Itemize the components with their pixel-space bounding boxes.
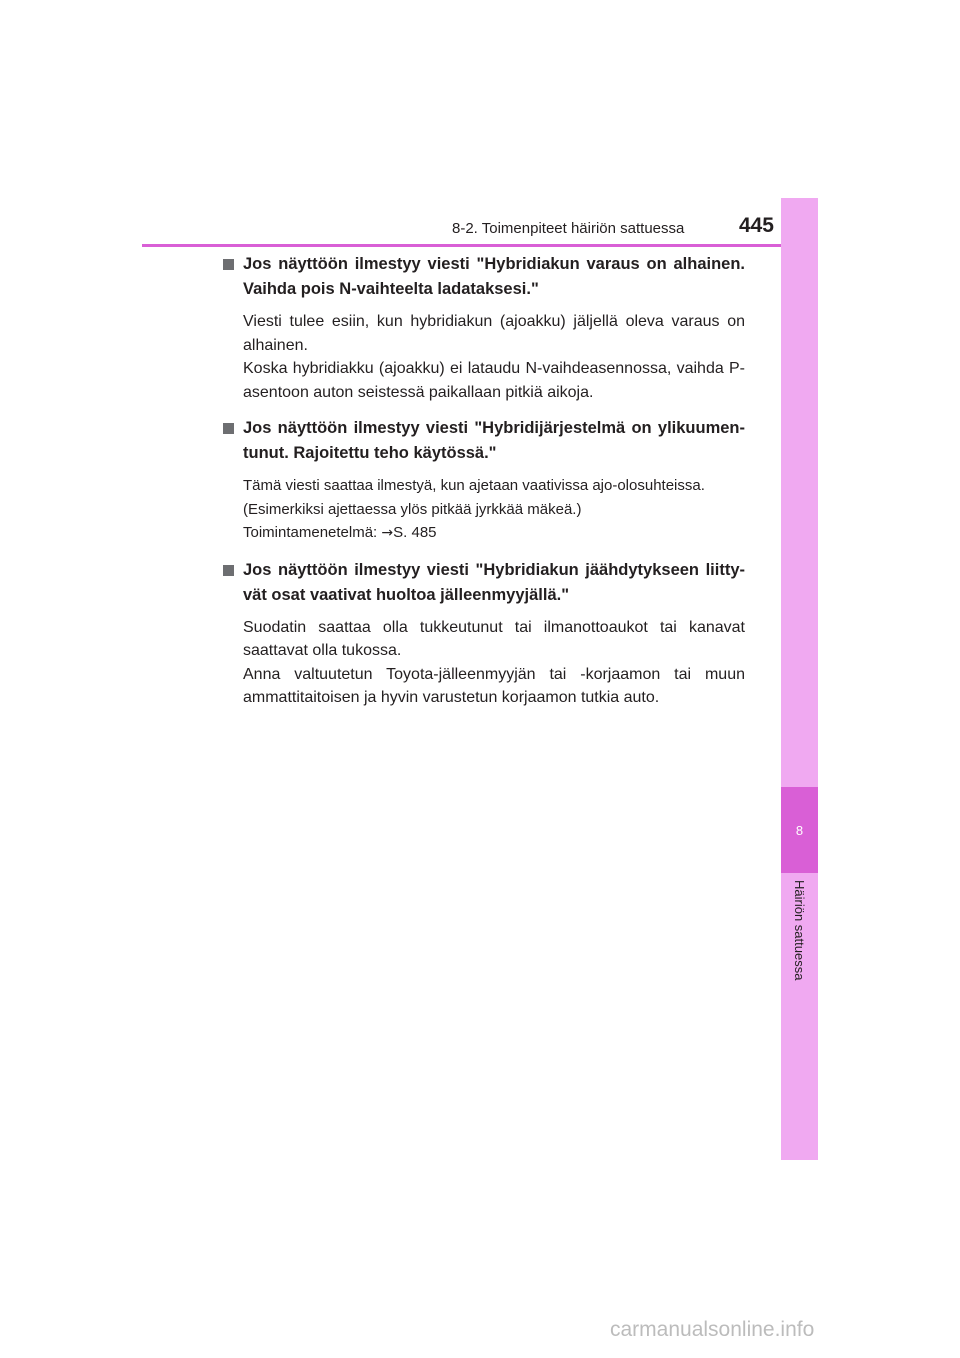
body-line: Tämä viesti saattaa ilmestyä, kun ajetaan vaativissa ajo-olosuhteissa. [243,477,705,494]
section-heading [223,558,745,608]
section-heading-text: Jos näyttöön ilmestyy viesti "Hybridiakun varaus on alhainen. Vaihda pois N-vaihteelta ladataksesi." [243,255,745,298]
square-bullet-icon [223,423,234,434]
section-heading-text: Jos näyttöön ilmestyy viesti "Hybridiakun jäähdytykseen liitty-vät osat vaativat huoltoa jälleenmyyjällä." [243,560,745,604]
message-section-1 [223,252,745,404]
section-heading [223,416,745,466]
body-line: Koska hybridiakku (ajoakku) ei lataudu N-vaihdeasennossa, vaihda P-asentoon auton seistessä paikallaan pitkiä aikoja. [243,360,745,401]
chapter-side-tab [781,198,818,1160]
message-section-3 [223,558,745,710]
watermark: carmanualsonline.info [610,1318,815,1341]
chapter-number: 8 [781,787,818,873]
message-section-2 [223,416,745,546]
chapter-title [781,880,818,1000]
page-number: 445 [738,214,774,237]
right-arrow-icon: → [381,525,394,541]
section-body [223,616,745,710]
page-content [223,252,745,722]
body-line: Viesti tulee esiin, kun hybridiakun (ajoakku) jäljellä oleva varaus on alhainen. [243,313,745,354]
section-heading [223,252,745,302]
body-line: (Esimerkiksi ajettaessa ylös pitkää jyrkkää mäkeä.) [243,500,582,518]
section-body [223,310,745,404]
body-line: Anna valtuutetun Toyota-jälleenmyyjän tai -korjaamon tai muun ammattitaitoisen ja hyvin varustetun korjaamon tutkia auto. [243,665,745,706]
section-title: 8-2. Toimenpiteet häiriön sattuessa [452,220,685,237]
header-rule [142,244,818,247]
reference-label: Toimintamenetelmä: [243,524,382,541]
body-line: Suodatin saattaa olla tukkeutunut tai ilmanottoaukot tai kanavat saattavat olla tukossa. [243,618,745,659]
section-heading-text: Jos näyttöön ilmestyy viesti "Hybridijärjestelmä on ylikuumen-tunut. Rajoitettu teho käytössä." [243,419,745,462]
page-reference[interactable] [243,521,745,546]
reference-page: S. 485 [393,524,437,541]
chapter-title-text: Häiriön sattuessa [792,880,807,981]
square-bullet-icon [223,565,234,576]
square-bullet-icon [223,259,234,270]
section-body [223,474,745,546]
